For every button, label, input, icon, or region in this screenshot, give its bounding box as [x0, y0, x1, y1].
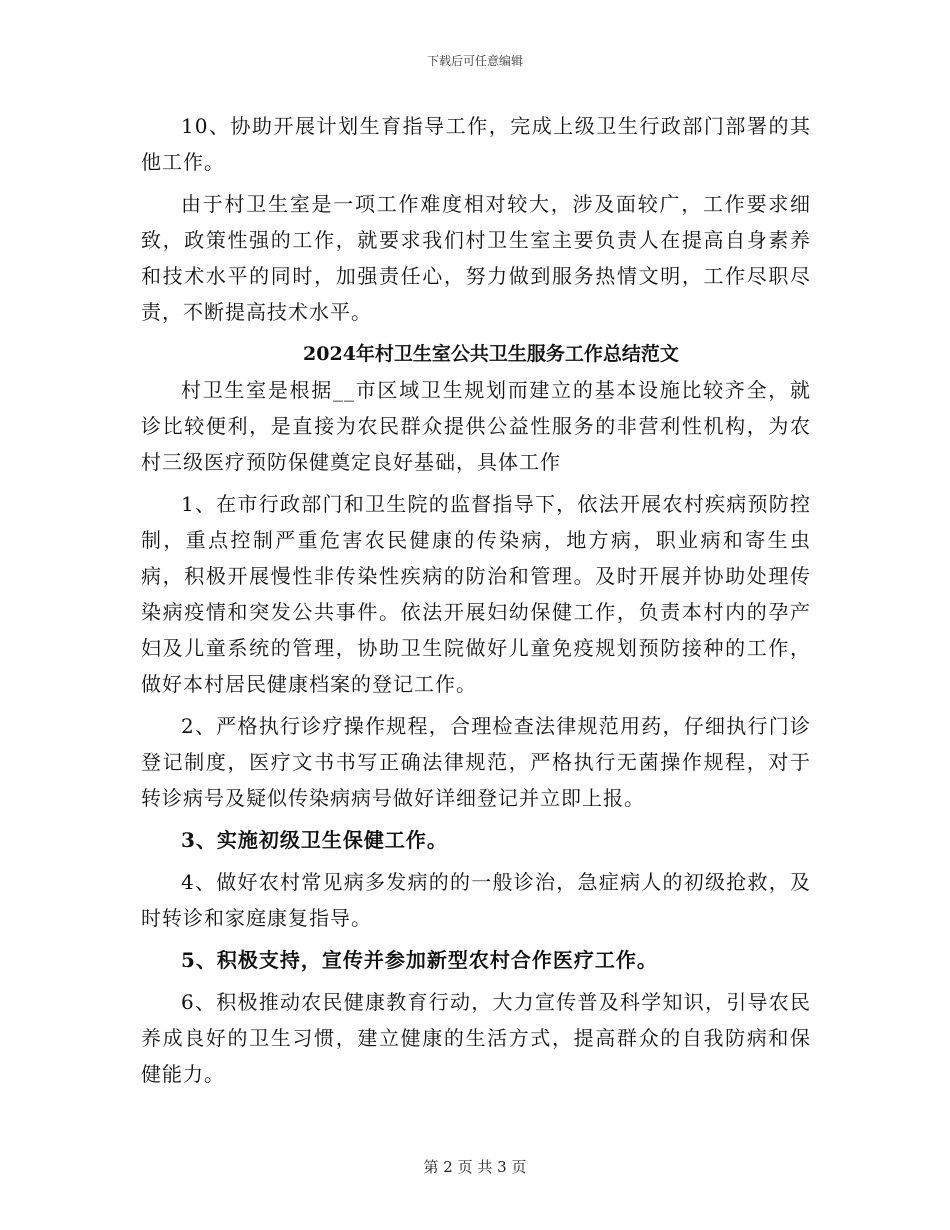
- paragraph-intro: 村卫生室是根据__市区域卫生规划而建立的基本设施比较齐全，就诊比较便利，是直接为农民群众提供公益性服务的非营利性机构，为农村三级医疗预防保健奠定良好基础，具体工作: [141, 378, 811, 474]
- page-number: 第 2 页 共 3 页: [423, 1158, 527, 1176]
- paragraph-item-6: 6、积极推动农民健康教育行动，大力宣传普及科学知识，引导农民养成良好的卫生习惯，建立健康的生活方式，提高群众的自我防病和保健能力。: [141, 990, 811, 1086]
- paragraph-item-3: 3、实施初级卫生保健工作。: [181, 828, 448, 852]
- paragraph-item-2: 2、严格执行诊疗操作规程，合理检查法律规范用药，仔细执行门诊登记制度，医疗文书书写正确法律规范，严格执行无菌操作规程，对于转诊病号及疑似传染病病号做好详细登记并立即上报。: [141, 714, 811, 810]
- page-header: 下载后可任意编辑: [426, 54, 523, 68]
- section-title: 2024年村卫生室公共卫生服务工作总结范文: [303, 343, 679, 365]
- paragraph-item-10: 10、协助开展计划生育指导工作，完成上级卫生行政部门部署的其他工作。: [141, 114, 811, 174]
- paragraph-item-4: 4、做好农村常见病多发病的的一般诊治，急症病人的初级抢救，及时转诊和家庭康复指导。: [141, 870, 811, 930]
- paragraph-item-5: 5、积极支持，宣传并参加新型农村合作医疗工作。: [181, 948, 658, 972]
- document-body: [141, 108, 811, 1098]
- paragraph-summary: 由于村卫生室是一项工作难度相对较大，涉及面较广，工作要求细致，政策性强的工作，就要求我们村卫生室主要负责人在提高自身素养和技术水平的同时，加强责任心，努力做到服务热情文明，工作尽职尽责，不断提高技术水平。: [141, 192, 811, 324]
- paragraph-item-1: 1、在市行政部门和卫生院的监督指导下，依法开展农村疾病预防控制，重点控制严重危害农民健康的传染病，地方病，职业病和寄生虫病，积极开展慢性非传染性疾病的防治和管理。及时开展并协助处理传染病疫情和突发公共事件。依法开展妇幼保健工作，负责本村内的孕产妇及儿童系统的管理，协助卫生院做好儿童免疫规划预防接种的工作，做好本村居民健康档案的登记工作。: [141, 492, 811, 696]
